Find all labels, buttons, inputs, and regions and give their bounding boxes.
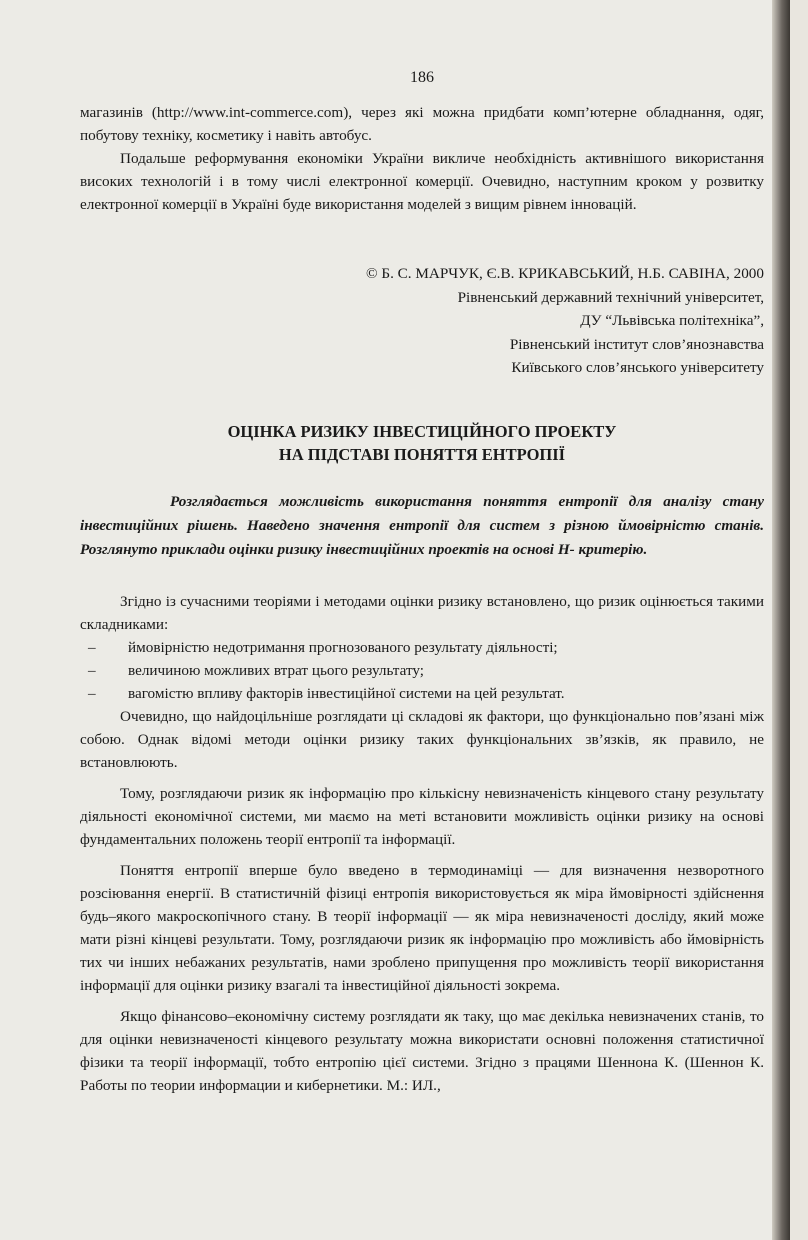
affiliation-line: ДУ “Львівська політехніка”,	[580, 312, 764, 329]
list-item	[80, 659, 764, 682]
article-title	[80, 420, 764, 466]
author-block	[80, 262, 764, 380]
list-dash: –	[88, 661, 96, 679]
affiliation-line: Рівненський державний технічний університет,	[457, 288, 764, 306]
list-item-text: вагомістю впливу факторів інвестиційної системи на цей результат.	[128, 684, 565, 702]
body-paragraph: Очевидно, що найдоцільніше розглядати ці складові як фактори, що функціонально пов’язані між собою. Однак відомі методи оцінки ризику таких функціональних зв’язків, як правило, не встановлюють.	[80, 707, 764, 771]
affiliation-line: Рівненський інститут слов’янознавства	[509, 335, 764, 353]
title-line-1: ОЦІНКА РИЗИКУ ІНВЕСТИЦІЙНОГО ПРОЕКТУ	[227, 421, 617, 441]
list-dash: –	[88, 638, 96, 656]
page-content	[80, 66, 764, 1097]
page-edge-shadow	[772, 0, 790, 1240]
body-paragraph: Якщо фінансово–економічну систему розглядати як таку, що має декілька невизначених станів, то для оцінки невизначеності кінцевого результату можна використати основні положення статистичної фізики та теорії інформації, тобто ентропію цієї системи. Згідно з працями Шеннона К. (Шеннон К. Работы по теории информации и кибернетики. М.: ИЛ.,	[80, 1007, 764, 1094]
list-item-text: ймовірністю недотримання прогнозованого результату діяльності;	[128, 638, 558, 656]
body-paragraph: Поняття ентропії вперше було введено в термодинаміці — для визначення незворотного розсіювання енергії. В статистичній фізиці ентропія використовується як міра ймовірності здійснення будь–якого макроскопічного стану. В теорії інформації — як міра невизначеності досліду, який може мати різні кінцеві результати. Тому, розглядаючи ризик як інформацію про можливість або ймовірність тих чи інших небажаних результатів, нами зроблено припущення про можливість теорії використання інформації для оцінки ризику взагалі та інвестиційної діяльності зокрема.	[80, 861, 764, 994]
list-item	[80, 636, 764, 659]
page-number: 186	[410, 69, 434, 86]
list-dash: –	[88, 684, 96, 702]
body-paragraph: Тому, розглядаючи ризик як інформацію про кількісну невизначеність кінцевого стану результату діяльності економічної системи, ми маємо на меті встановити можливість оцінки ризику на основі фундаментальних положень теорії ентропії та інформації.	[80, 784, 764, 848]
affiliation-line: Київського слов’янського університету	[511, 359, 764, 376]
risk-components-list	[80, 636, 764, 705]
author-names: © Б. С. МАРЧУК, Є.В. КРИКАВСЬКИЙ, Н.Б. САВІНА, 2000	[366, 265, 764, 282]
list-item	[80, 682, 764, 705]
intro-paragraph-2: Подальше реформування економіки України викличе необхідність активнішого використання високих технологій і в тому числі електронної комерції. Очевидно, наступним кроком у розвитку електронної комерції в Україні буде використання моделей з вищим рівнем інновацій.	[80, 150, 764, 213]
intro-paragraph-1: магазинів (http://www.int-commerce.com), через які можна придбати комп’ютерне обладнання, одяг, побутову техніку, косметику і навіть автобус.	[80, 104, 764, 144]
abstract: Розглядається можливість використання поняття ентропії для аналізу стану інвестиційних рішень. Наведено значення ентропії для систем з різною ймовірністю станів. Розглянуто приклади оцінки ризику інвестиційних проектів на основі Н- критерію.	[80, 492, 764, 558]
title-line-2: НА ПІДСТАВІ ПОНЯТТЯ ЕНТРОПІЇ	[278, 444, 566, 464]
body-intro: Згідно із сучасними теоріями і методами оцінки ризику встановлено, що ризик оцінюється такими складниками:	[80, 592, 764, 633]
list-item-text: величиною можливих втрат цього результату;	[128, 661, 425, 679]
